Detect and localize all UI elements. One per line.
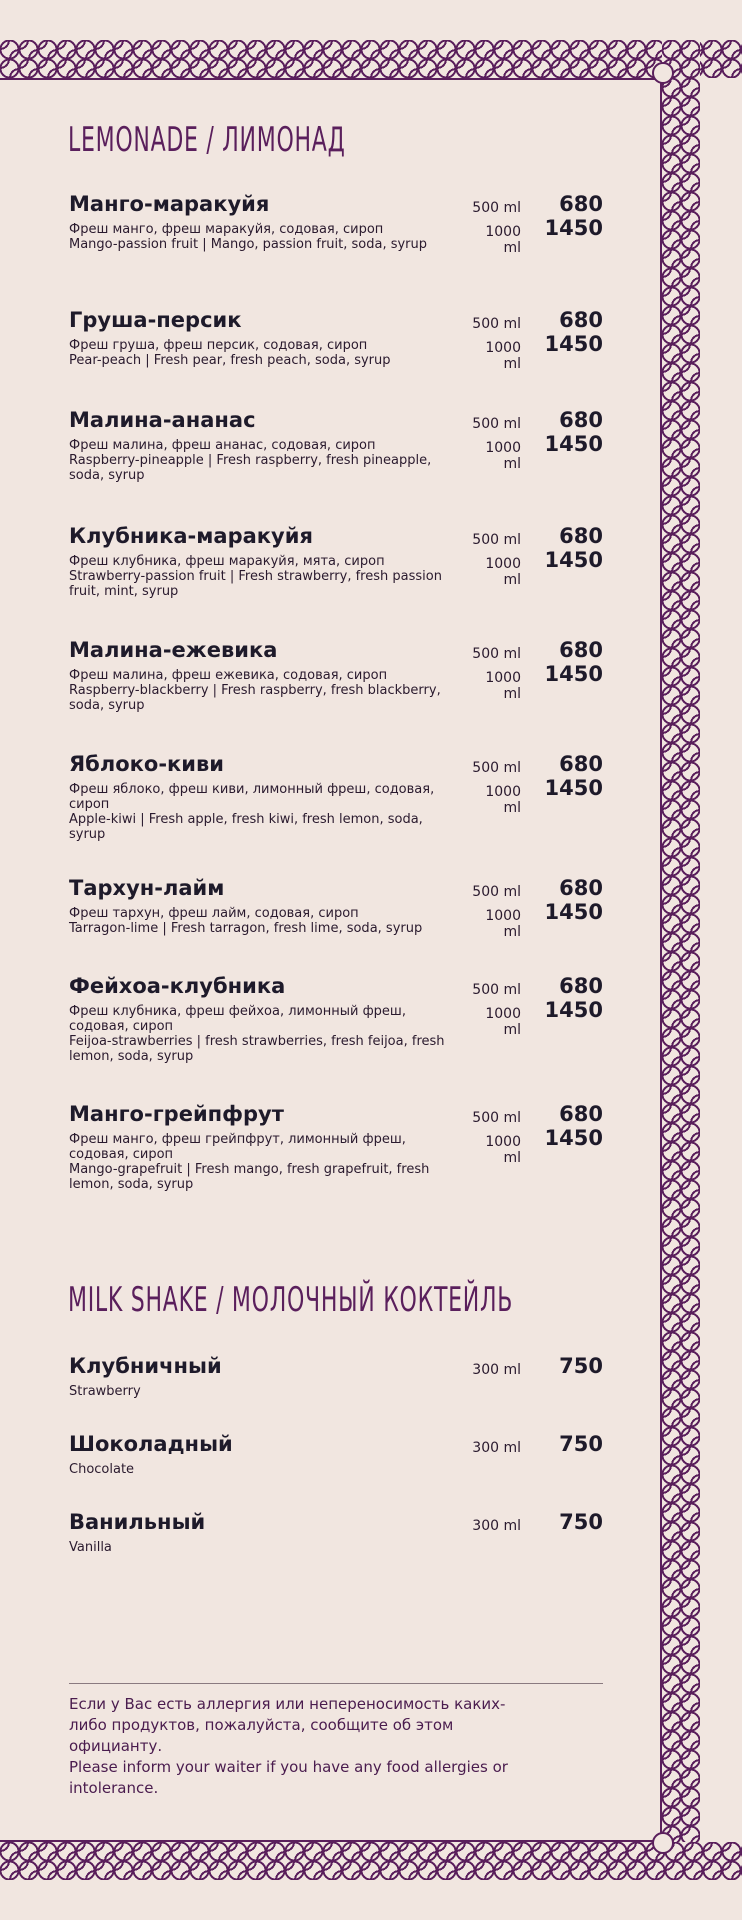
item-price: 680 bbox=[559, 192, 603, 216]
item-price: 680 bbox=[559, 752, 603, 776]
item-volume: 1000 ml bbox=[485, 556, 521, 588]
item-description: Фреш груша, фреш персик, содовая, сироп Pear-peach | Fresh pear, fresh peach, soda, syrup bbox=[69, 338, 391, 368]
item-price: 680 bbox=[559, 638, 603, 662]
item-description: Фреш манго, фреш грейпфрут, лимонный фреш, содовая, сироп Mango-grapefruit | Fresh mango, fresh grapefruit, fresh lemon, soda, syrup bbox=[69, 1132, 430, 1192]
allergy-note: Если у Вас есть аллергия или непереносимость каких-либо продуктов, пожалуйста, сообщите об этом официанту. Please inform your waiter if you have any food allergies or intolerance. bbox=[69, 1695, 508, 1797]
item-name: Фейхоа-клубника bbox=[69, 974, 286, 998]
item-description: Vanilla bbox=[69, 1540, 112, 1555]
ornamental-border-top bbox=[0, 40, 742, 78]
item-price: 1450 bbox=[544, 998, 603, 1022]
item-volume: 300 ml bbox=[472, 1518, 521, 1534]
item-volume: 1000 ml bbox=[485, 1134, 521, 1166]
item-name: Манго-грейпфрут bbox=[69, 1102, 284, 1126]
divider bbox=[69, 1683, 603, 1684]
item-price: 1450 bbox=[544, 900, 603, 924]
item-volume: 1000 ml bbox=[485, 784, 521, 816]
item-name: Тархун-лайм bbox=[69, 876, 225, 900]
frame-line-right bbox=[660, 78, 662, 1842]
item-price: 680 bbox=[559, 308, 603, 332]
ornamental-border-right bbox=[662, 40, 700, 1880]
item-volume: 500 ml bbox=[472, 646, 521, 662]
item-volume: 500 ml bbox=[472, 884, 521, 900]
item-price: 1450 bbox=[544, 662, 603, 686]
item-name: Малина-ежевика bbox=[69, 638, 278, 662]
item-volume: 300 ml bbox=[472, 1440, 521, 1456]
lemonade-item bbox=[69, 974, 605, 1064]
item-description: Chocolate bbox=[69, 1462, 135, 1477]
lemonade-item bbox=[69, 192, 605, 256]
lemonade-item bbox=[69, 638, 605, 713]
lemonade-item bbox=[69, 308, 605, 372]
item-description: Фреш малина, фреш ежевика, содовая, сироп Raspberry-blackberry | Fresh raspberry, fresh blackberry, soda, syrup bbox=[69, 668, 441, 713]
item-volume: 500 ml bbox=[472, 760, 521, 776]
item-name: Клубника-маракуйя bbox=[69, 524, 313, 548]
item-name: Яблоко-киви bbox=[69, 752, 225, 776]
corner-dot-icon bbox=[652, 62, 674, 84]
lemonade-item bbox=[69, 1102, 605, 1192]
item-price: 680 bbox=[559, 876, 603, 900]
item-name: Ванильный bbox=[69, 1510, 206, 1534]
item-price: 680 bbox=[559, 974, 603, 998]
item-volume: 500 ml bbox=[472, 316, 521, 332]
item-volume: 500 ml bbox=[472, 416, 521, 432]
item-volume: 500 ml bbox=[472, 1110, 521, 1126]
corner-dot-icon bbox=[652, 1832, 674, 1854]
item-volume: 1000 ml bbox=[485, 340, 521, 372]
item-price: 750 bbox=[559, 1432, 603, 1456]
item-price: 1450 bbox=[544, 1126, 603, 1150]
item-name: Малина-ананас bbox=[69, 408, 256, 432]
milkshake-item bbox=[69, 1510, 605, 1555]
item-description: Фреш манго, фреш маракуйя, содовая, сироп Mango-passion fruit | Mango, passion fruit, soda, syrup bbox=[69, 222, 428, 252]
item-volume: 1000 ml bbox=[485, 440, 521, 472]
lemonade-item bbox=[69, 408, 605, 483]
item-description: Фреш малина, фреш ананас, содовая, сироп Raspberry-pineapple | Fresh raspberry, fresh pineapple, soda, syrup bbox=[69, 438, 432, 483]
item-volume: 500 ml bbox=[472, 200, 521, 216]
item-price: 1450 bbox=[544, 216, 603, 240]
item-description: Strawberry bbox=[69, 1384, 141, 1399]
section-title-lemonade: LEMONADE / ЛИМОНАД bbox=[68, 120, 346, 160]
item-volume: 500 ml bbox=[472, 982, 521, 998]
item-description: Фреш тархун, фреш лайм, содовая, сироп Tarragon-lime | Fresh tarragon, fresh lime, soda, syrup bbox=[69, 906, 423, 936]
item-price: 680 bbox=[559, 524, 603, 548]
item-price: 750 bbox=[559, 1510, 603, 1534]
item-name: Манго-маракуйя bbox=[69, 192, 270, 216]
milkshake-item bbox=[69, 1432, 605, 1477]
item-price: 1450 bbox=[544, 432, 603, 456]
item-price: 680 bbox=[559, 1102, 603, 1126]
lemonade-item bbox=[69, 876, 605, 940]
item-volume: 1000 ml bbox=[485, 224, 521, 256]
ornamental-border-bottom bbox=[0, 1842, 742, 1880]
frame-line-bottom bbox=[0, 1840, 662, 1842]
item-name: Клубничный bbox=[69, 1354, 222, 1378]
item-volume: 1000 ml bbox=[485, 1006, 521, 1038]
item-price: 680 bbox=[559, 408, 603, 432]
item-description: Фреш клубника, фреш фейхоа, лимонный фреш, содовая, сироп Feijoa-strawberries | fresh strawberries, fresh feijoa, fresh lemon, soda, syrup bbox=[69, 1004, 445, 1064]
milkshake-item bbox=[69, 1354, 605, 1399]
item-volume: 300 ml bbox=[472, 1362, 521, 1378]
section-title-milkshake: MILK SHAKE / МОЛОЧНЫЙ КОКТЕЙЛЬ bbox=[68, 1280, 514, 1320]
item-volume: 500 ml bbox=[472, 532, 521, 548]
item-volume: 1000 ml bbox=[485, 670, 521, 702]
frame-line-top bbox=[0, 78, 662, 80]
lemonade-item bbox=[69, 752, 605, 842]
item-name: Груша-персик bbox=[69, 308, 242, 332]
item-volume: 1000 ml bbox=[485, 908, 521, 940]
item-price: 1450 bbox=[544, 548, 603, 572]
item-price: 1450 bbox=[544, 776, 603, 800]
item-description: Фреш клубника, фреш маракуйя, мята, сироп Strawberry-passion fruit | Fresh strawberry, fresh passion fruit, mint, syrup bbox=[69, 554, 442, 599]
item-price: 750 bbox=[559, 1354, 603, 1378]
item-price: 1450 bbox=[544, 332, 603, 356]
lemonade-item bbox=[69, 524, 605, 599]
item-name: Шоколадный bbox=[69, 1432, 233, 1456]
item-description: Фреш яблоко, фреш киви, лимонный фреш, содовая, сироп Apple-kiwi | Fresh apple, fresh kiwi, fresh lemon, soda, syrup bbox=[69, 782, 435, 842]
